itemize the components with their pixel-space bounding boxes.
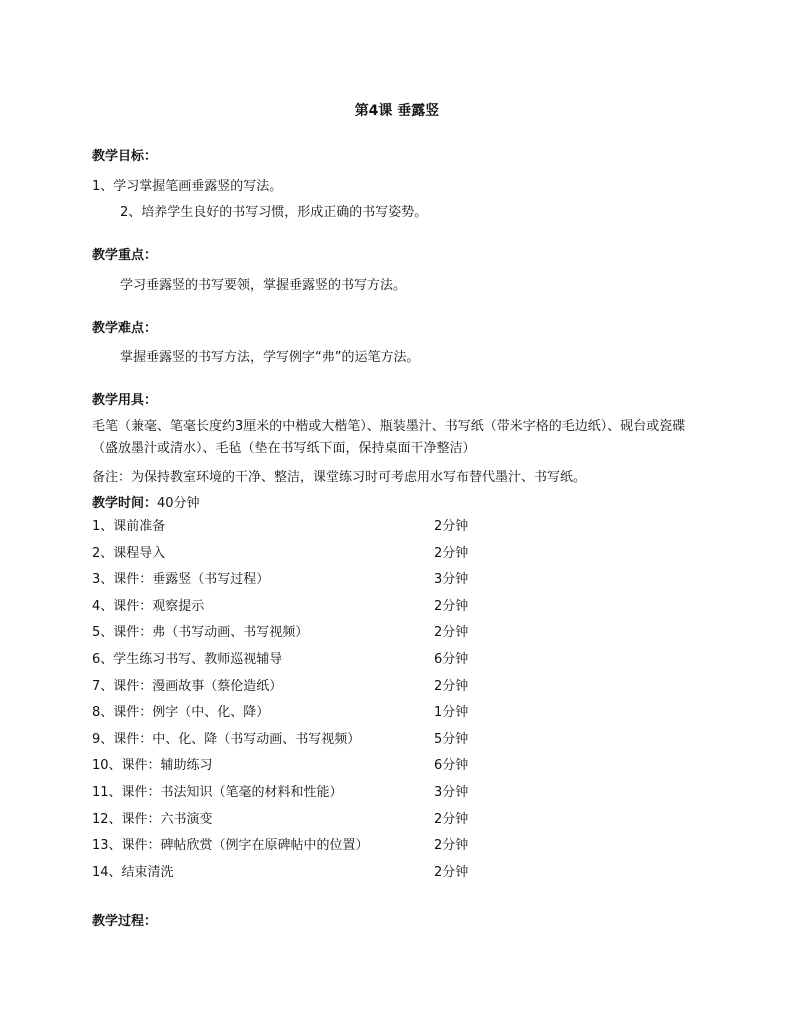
schedule-item: 12、课件：六书演变	[92, 811, 213, 827]
list-item	[92, 518, 512, 545]
tools-heading: 教学用具：	[92, 393, 158, 408]
schedule-duration: 2分钟	[434, 519, 469, 534]
list-item	[92, 837, 512, 864]
schedule-item: 2、课程导入	[92, 545, 166, 561]
list-item	[92, 731, 512, 758]
schedule-item: 13、课件：碑帖欣赏（例字在原碑帖中的位置）	[92, 838, 369, 854]
schedule-item: 14、结束清洗	[92, 864, 174, 880]
list-item	[92, 598, 512, 625]
schedule-item: 6、学生练习书写、教师巡视辅导	[92, 651, 283, 667]
list-item	[92, 545, 512, 572]
schedule-item: 7、课件：漫画故事（蔡伦造纸）	[92, 678, 283, 694]
time-heading: 教学时间：	[92, 496, 158, 511]
difficulties-heading: 教学难点：	[92, 321, 158, 336]
key-points-text: 学习垂露竖的书写要领，掌握垂露竖的书写方法。	[120, 278, 407, 293]
list-item	[92, 651, 512, 678]
schedule-duration: 3分钟	[434, 572, 469, 588]
list-item	[92, 784, 512, 811]
schedule-duration: 2分钟	[434, 545, 469, 561]
list-item	[92, 678, 512, 705]
schedule-item: 9、课件：中、化、降（书写动画、书写视频）	[92, 731, 361, 747]
schedule-duration: 2分钟	[434, 864, 469, 880]
list-item	[92, 624, 512, 651]
list-item	[92, 704, 512, 731]
tools-note: 备注：为保持教室环境的干净、整洁，课堂练习时可考虑用水写布替代墨汁、书写纸。	[92, 470, 587, 485]
schedule-duration: 2分钟	[434, 625, 469, 641]
schedule-item: 10、课件：辅助练习	[92, 758, 213, 774]
time-total: 40分钟	[157, 496, 200, 511]
tools-text: 毛笔（兼毫、笔毫长度约3厘米的中楷或大楷笔）、瓶装墨汁、书写纸（带米字格的毛边纸）、砚台或瓷碟（盛放墨汁或清水）、毛毡（垫在书写纸下面，保持桌面干净整洁）	[92, 419, 686, 456]
schedule-item: 11、课件：书法知识（笔毫的材料和性能）	[92, 784, 343, 800]
schedule-item: 5、课件：弗（书写动画、书写视频）	[92, 625, 309, 641]
time-line	[92, 492, 200, 511]
key-points-heading: 教学重点：	[92, 248, 158, 263]
schedule-duration: 2分钟	[434, 811, 469, 827]
list-item	[92, 757, 512, 784]
difficulties-text: 掌握垂露竖的书写方法，学写例字“弗”的运笔方法。	[120, 350, 420, 365]
objective-item-1: 1、学习掌握笔画垂露竖的写法。	[92, 179, 283, 194]
schedule-duration: 2分钟	[434, 598, 469, 614]
objective-item-2: 2、培养学生良好的书写习惯，形成正确的书写姿势。	[120, 205, 428, 220]
schedule-item: 4、课件：观察提示	[92, 598, 205, 614]
process-heading: 教学过程：	[92, 914, 158, 929]
schedule-duration: 6分钟	[434, 758, 469, 774]
schedule-duration: 1分钟	[434, 705, 469, 721]
list-item	[92, 571, 512, 598]
list-item	[92, 864, 512, 891]
schedule-duration: 2分钟	[434, 678, 469, 694]
lesson-title: 第4课 垂露竖	[354, 103, 440, 119]
schedule-item: 1、课前准备	[92, 519, 166, 534]
schedule-duration: 3分钟	[434, 784, 469, 800]
schedule-item: 3、课件：垂露竖（书写过程）	[92, 572, 270, 588]
schedule-duration: 5分钟	[434, 731, 469, 747]
schedule-duration: 6分钟	[434, 651, 469, 667]
list-item	[92, 811, 512, 838]
schedule-item: 8、课件：例字（中、化、降）	[92, 705, 270, 721]
schedule-duration: 2分钟	[434, 838, 469, 854]
schedule-list	[92, 518, 512, 890]
objectives-heading: 教学目标：	[92, 149, 158, 164]
